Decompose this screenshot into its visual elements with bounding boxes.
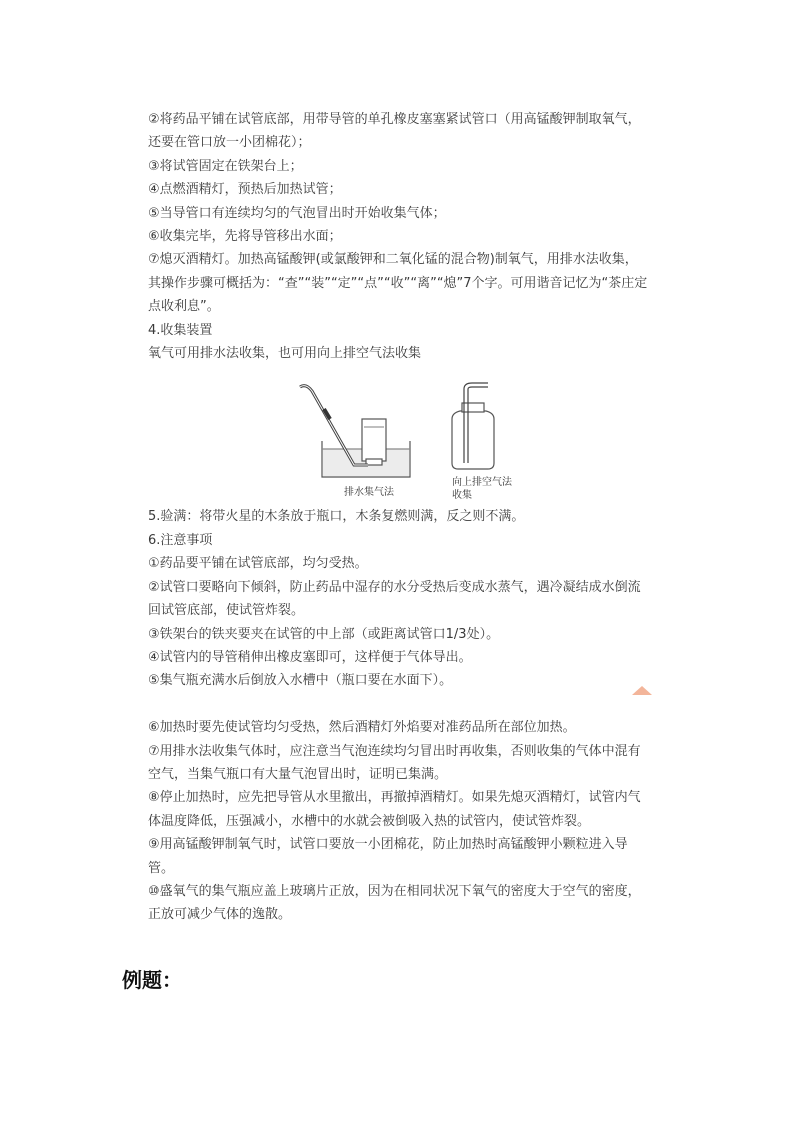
scroll-to-top-icon[interactable] bbox=[632, 686, 652, 695]
water-method-label: 排水集气法 bbox=[344, 487, 394, 499]
text-line: ⑤集气瓶充满水后倒放入水槽中（瓶口要在水面下）。 bbox=[148, 673, 453, 689]
text-line: ⑦用排水法收集气体时，应注意当气泡连续均匀冒出时再收集，否则收集的气体中混有 bbox=[148, 743, 641, 759]
text-line: 还要在管口放一小团棉花）； bbox=[148, 135, 311, 151]
text-line: ⑥收集完毕，先将导管移出水面； bbox=[148, 229, 342, 245]
document-body bbox=[148, 108, 658, 927]
water-displacement-apparatus bbox=[300, 386, 410, 477]
text-line: ⑩盛氧气的集气瓶应盖上玻璃片正放，因为在相同状况下氧气的密度大于空气的密度， bbox=[148, 883, 641, 899]
text-line: ④点燃酒精灯，预热后加热试管； bbox=[148, 182, 342, 198]
text-line: ⑤当导管口有连续均匀的气泡冒出时开始收集气体； bbox=[148, 205, 446, 221]
text-line: 5.验满：将带火星的木条放于瓶口，木条复燃则满，反之则不满。 bbox=[148, 509, 525, 525]
text-line: ③铁架台的铁夹要夹在试管的中上部（或距离试管口1/3处）。 bbox=[148, 626, 500, 642]
text-line: ②试管口要略向下倾斜，防止药品中湿存的水分受热后变成水蒸气，遇冷凝结成水倒流 bbox=[148, 579, 641, 595]
upward-air-displacement-apparatus bbox=[452, 383, 494, 469]
text-line: ⑦熄灭酒精灯。加热高锰酸钾(或氯酸钾和二氧化锰的混合物)制氧气，用排水法收集， bbox=[148, 252, 638, 268]
steps-section bbox=[148, 108, 658, 365]
text-line: ③将试管固定在铁架台上； bbox=[148, 158, 303, 174]
air-method-label-2: 收集 bbox=[452, 490, 472, 502]
text-line: ②将药品平铺在试管底部，用带导管的单孔橡皮塞塞紧试管口（用高锰酸钾制取氧气， bbox=[148, 112, 641, 127]
section-heading: 6.注意事项 bbox=[148, 532, 213, 548]
text-line: 正放可减少气体的逸散。 bbox=[148, 907, 292, 923]
notes-section bbox=[148, 505, 658, 926]
text-line: 回试管底部，使试管炸裂。 bbox=[148, 603, 305, 619]
example-heading: 例题： bbox=[122, 968, 182, 992]
air-method-label: 向上排空气法 bbox=[452, 477, 512, 489]
text-line: 点收利息”。 bbox=[148, 299, 220, 315]
text-line: ⑥加热时要先使试管均匀受热，然后酒精灯外焰要对准药品所在部位加热。 bbox=[148, 720, 576, 736]
text-line: ⑧停止加热时，应先把导管从水里撤出，再撤掉酒精灯。如果先熄灭酒精灯，试管内气 bbox=[148, 790, 641, 806]
text-line: 体温度降低，压强减小，水槽中的水就会被倒吸入热的试管内，使试管炸裂。 bbox=[148, 813, 591, 829]
text-line: ⑨用高锰酸钾制氧气时，试管口要放一小团棉花，防止加热时高锰酸钾小颗粒进入导 bbox=[148, 837, 628, 853]
text-line: 空气，当集气瓶口有大量气泡冒出时，证明已集满。 bbox=[148, 766, 448, 782]
text-line: 管。 bbox=[148, 860, 175, 876]
section-heading: 4.收集装置 bbox=[148, 322, 213, 338]
text-line: 其操作步骤可概括为：“查”“装”“定”“点”“收”“离”“熄”7个字。可用谐音记忆为“茶庄定 bbox=[148, 275, 648, 291]
text-line: ①药品要平铺在试管底部，均匀受热。 bbox=[148, 556, 368, 572]
text-line: ④试管内的导管稍伸出橡皮塞即可，这样便于气体导出。 bbox=[148, 649, 472, 665]
collection-apparatus-figure bbox=[292, 379, 542, 502]
blank-line bbox=[148, 693, 658, 716]
text-line: 氧气可用排水法收集，也可用向上排空气法收集 bbox=[148, 346, 422, 362]
